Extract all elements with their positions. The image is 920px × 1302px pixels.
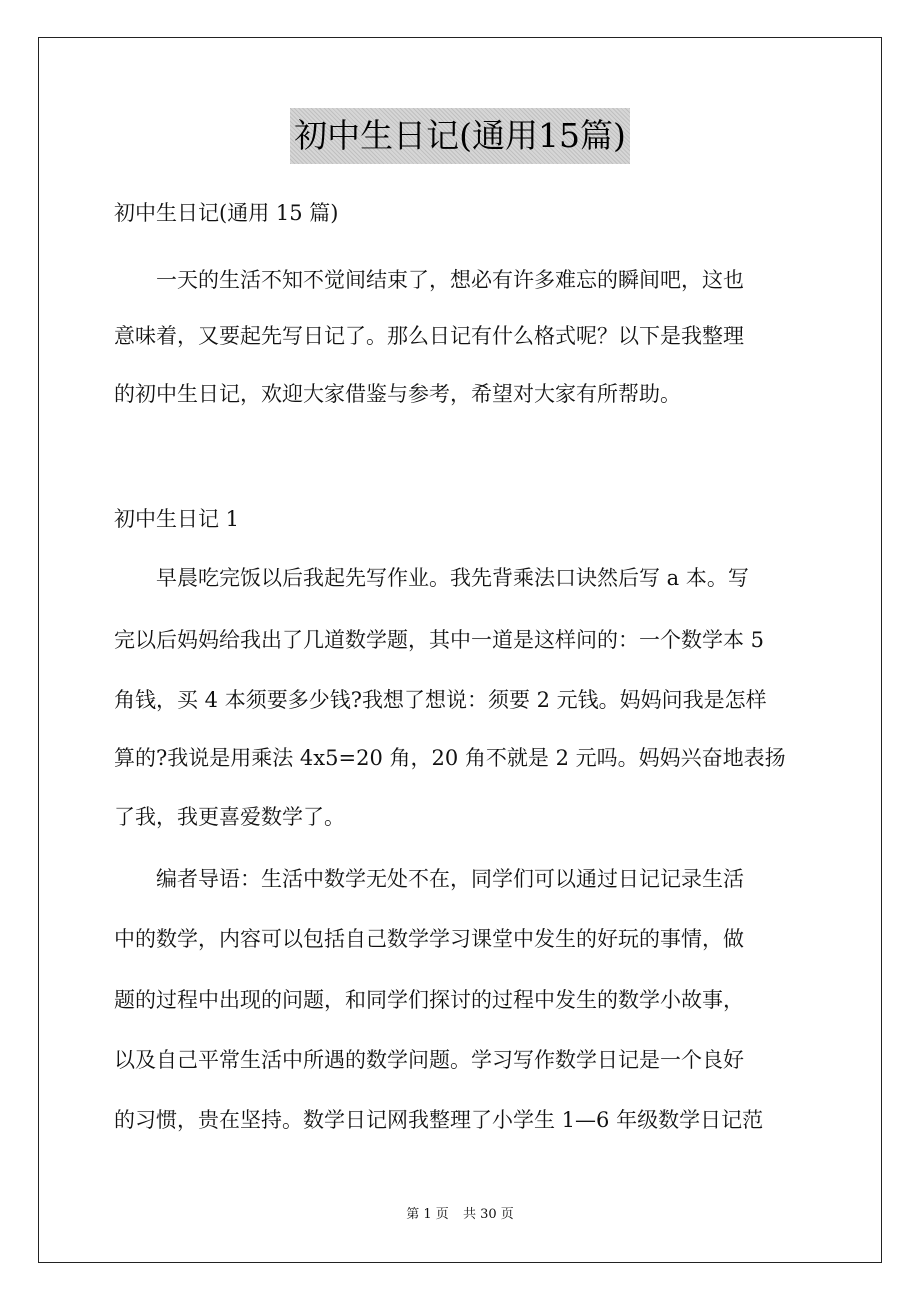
subtitle: 初中生日记(通用 15 篇) <box>114 201 339 225</box>
document-title: 初中生日记(通用15篇) <box>290 108 630 164</box>
section-line: 算的?我说是用乘法 4x5=20 角，20 角不就是 2 元吗。妈妈兴奋地表扬 <box>114 746 786 770</box>
title-block <box>0 108 920 164</box>
editor-line: 的习惯，贵在坚持。数学日记网我整理了小学生 1—6 年级数学日记范 <box>114 1108 764 1132</box>
section-heading: 初中生日记 1 <box>114 507 240 531</box>
intro-line: 意味着，又要起先写日记了。那么日记有什么格式呢？以下是我整理 <box>114 324 744 348</box>
intro-line: 的初中生日记，欢迎大家借鉴与参考，希望对大家有所帮助。 <box>114 382 681 406</box>
section-line: 了我，我更喜爱数学了。 <box>114 805 345 829</box>
section-line: 角钱，买 4 本须要多少钱?我想了想说：须要 2 元钱。妈妈问我是怎样 <box>114 688 767 712</box>
page-footer <box>0 1206 920 1224</box>
editor-line: 中的数学，内容可以包括自己数学学习课堂中发生的好玩的事情，做 <box>114 927 744 951</box>
page-total: 共 30 页 <box>462 1207 514 1222</box>
editor-line: 编者导语：生活中数学无处不在，同学们可以通过日记记录生活 <box>156 867 744 891</box>
editor-line: 以及自己平常生活中所遇的数学问题。学习写作数学日记是一个良好 <box>114 1048 744 1072</box>
intro-line: 一天的生活不知不觉间结束了，想必有许多难忘的瞬间吧，这也 <box>156 268 744 292</box>
section-line: 早晨吃完饭以后我起先写作业。我先背乘法口诀然后写 a 本。写 <box>156 566 749 590</box>
section-line: 完以后妈妈给我出了几道数学题，其中一道是这样问的：一个数学本 5 <box>114 628 765 652</box>
editor-line: 题的过程中出现的问题，和同学们探讨的过程中发生的数学小故事， <box>114 988 744 1012</box>
page-number: 第 1 页 <box>406 1207 449 1222</box>
